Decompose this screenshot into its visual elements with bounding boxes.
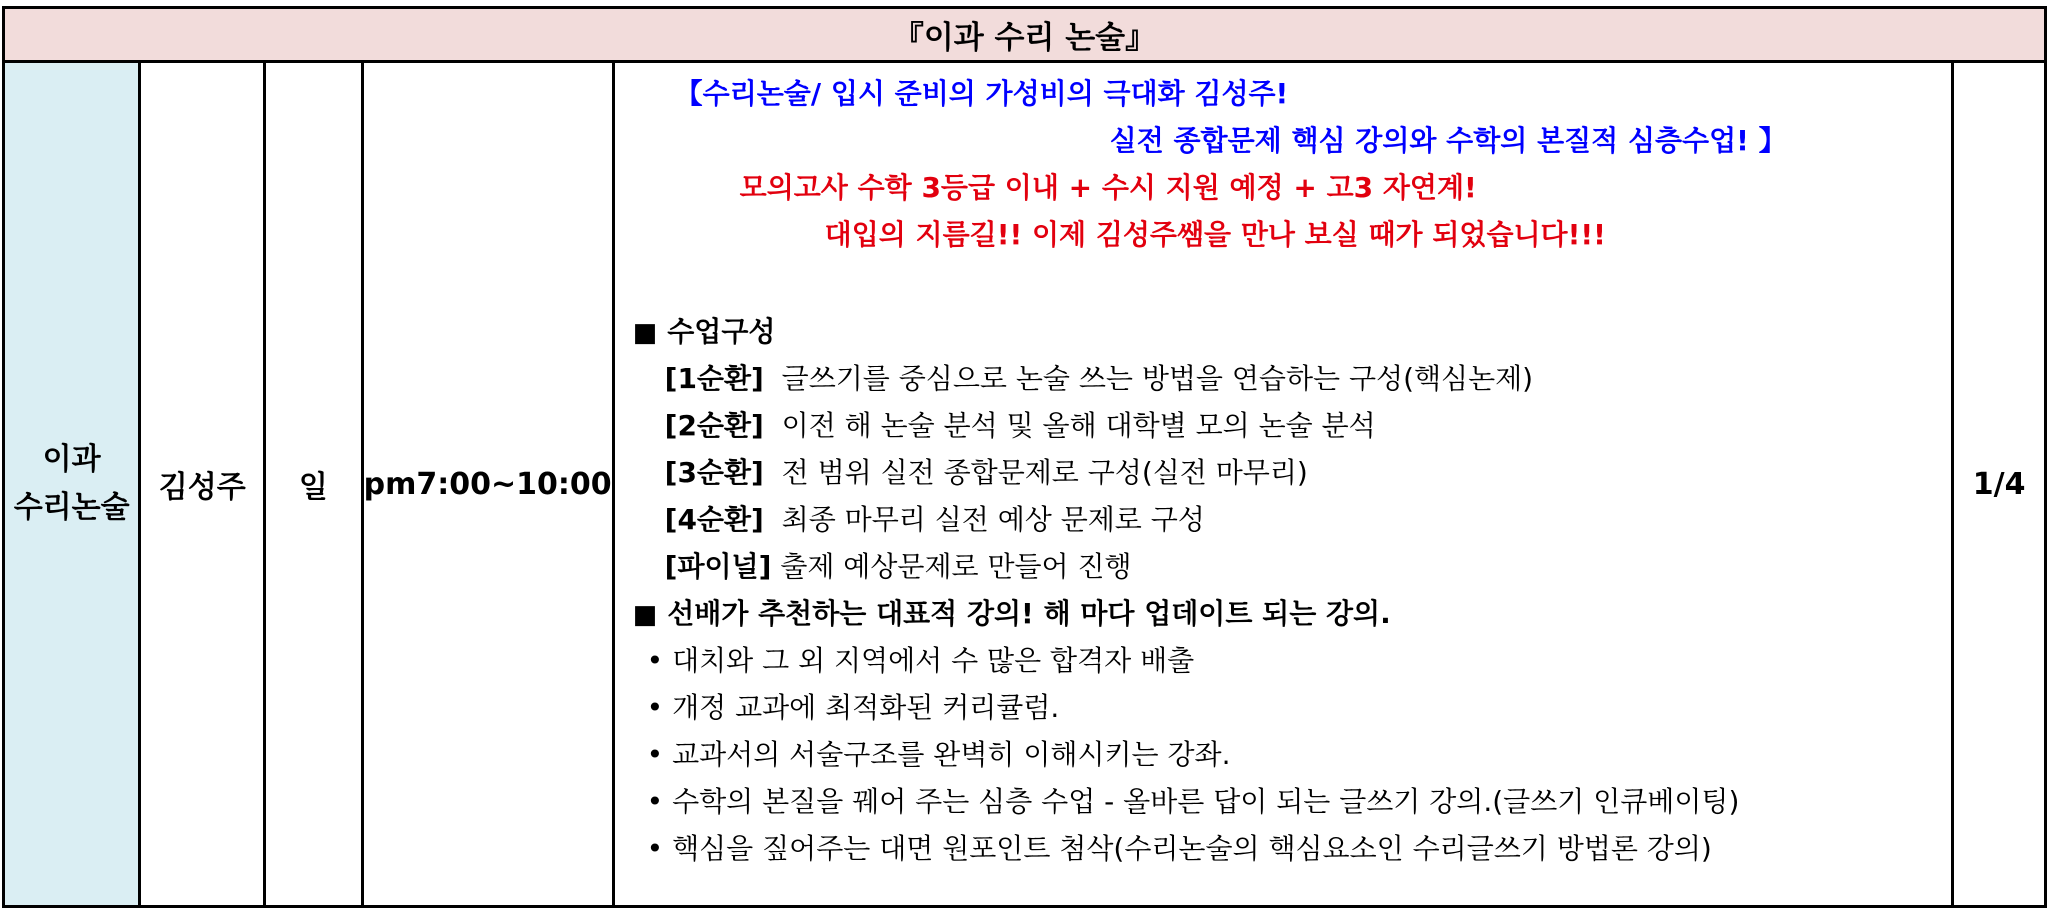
- section1-heading-text: 수업구성: [667, 315, 776, 348]
- time-cell: pm7:00~10:00: [362, 62, 613, 907]
- teacher-cell: 김성주: [140, 62, 265, 907]
- square-bullet-icon: ■: [632, 318, 658, 348]
- day-cell: 일: [265, 62, 363, 907]
- list-item: • 교과서의 서술구조를 완벽히 이해시키는 강좌.: [646, 738, 1231, 771]
- cycle-tag: [파이널]: [664, 550, 772, 583]
- intro-line-1: 【수리논술/ 입시 준비의 가성비의 극대화 김성주!: [674, 77, 1289, 110]
- course-table: [2, 6, 2047, 908]
- list-item: • 수학의 본질을 꿰어 주는 심층 수업 - 올바른 답이 되는 글쓰기 강의.(글쓰기 인큐베이팅): [646, 785, 1740, 818]
- list-item: • 핵심을 짚어주는 대면 원포인트 첨삭(수리논술의 핵심요소인 수리글쓰기 방법론 강의): [646, 832, 1712, 865]
- cycle-tag: [4순환]: [664, 503, 764, 536]
- square-bullet-icon: ■: [632, 600, 658, 630]
- title-row: [4, 8, 2046, 62]
- list-item: [665, 550, 1132, 584]
- description-cell: [613, 62, 1953, 907]
- cycle-tag: [1순환]: [664, 362, 764, 395]
- cycle-text: 글쓰기를 중심으로 논술 쓰는 방법을 연습하는 구성(핵심논제): [781, 362, 1534, 395]
- intro-line-3: 모의고사 수학 3등급 이내 + 수시 지원 예정 + 고3 자연계!: [739, 171, 1477, 204]
- category-line2: 수리논술: [13, 490, 130, 525]
- cycle-tag: [3순환]: [664, 456, 764, 489]
- list-item: • 대치와 그 외 지역에서 수 많은 합격자 배출: [646, 644, 1195, 677]
- list-item: [665, 456, 1308, 490]
- cycle-text: 이전 해 논술 분석 및 올해 대학별 모의 논술 분석: [781, 409, 1376, 442]
- category-line1: 이과: [42, 442, 101, 477]
- table-title: 『이과 수리 논술』: [4, 8, 2046, 62]
- section2-heading-text: 선배가 추천하는 대표적 강의! 해 마다 업데이트 되는 강의.: [667, 597, 1391, 630]
- list-item: [665, 362, 1533, 396]
- section1-heading: [633, 315, 776, 350]
- list-item: • 개정 교과에 최적화된 커리큘럼.: [646, 691, 1060, 724]
- cycle-tag: [2순환]: [664, 409, 764, 442]
- cycle-text: 출제 예상문제로 만들어 진행: [780, 550, 1132, 583]
- category-cell: [4, 62, 140, 907]
- count-cell: 1/4: [1953, 62, 2046, 907]
- intro-line-2: 실전 종합문제 핵심 강의와 수학의 본질적 심층수업! 】: [1109, 124, 1787, 157]
- intro-line-4: 대입의 지름길!! 이제 김성주쌤을 만나 보실 때가 되었습니다!!!: [824, 218, 1606, 251]
- list-item: [665, 409, 1376, 443]
- cycle-text: 전 범위 실전 종합문제로 구성(실전 마무리): [781, 456, 1308, 489]
- section2-heading: [633, 597, 1391, 632]
- cycle-text: 최종 마무리 실전 예상 문제로 구성: [781, 503, 1205, 536]
- list-item: [665, 503, 1205, 537]
- table-row: [4, 62, 2046, 907]
